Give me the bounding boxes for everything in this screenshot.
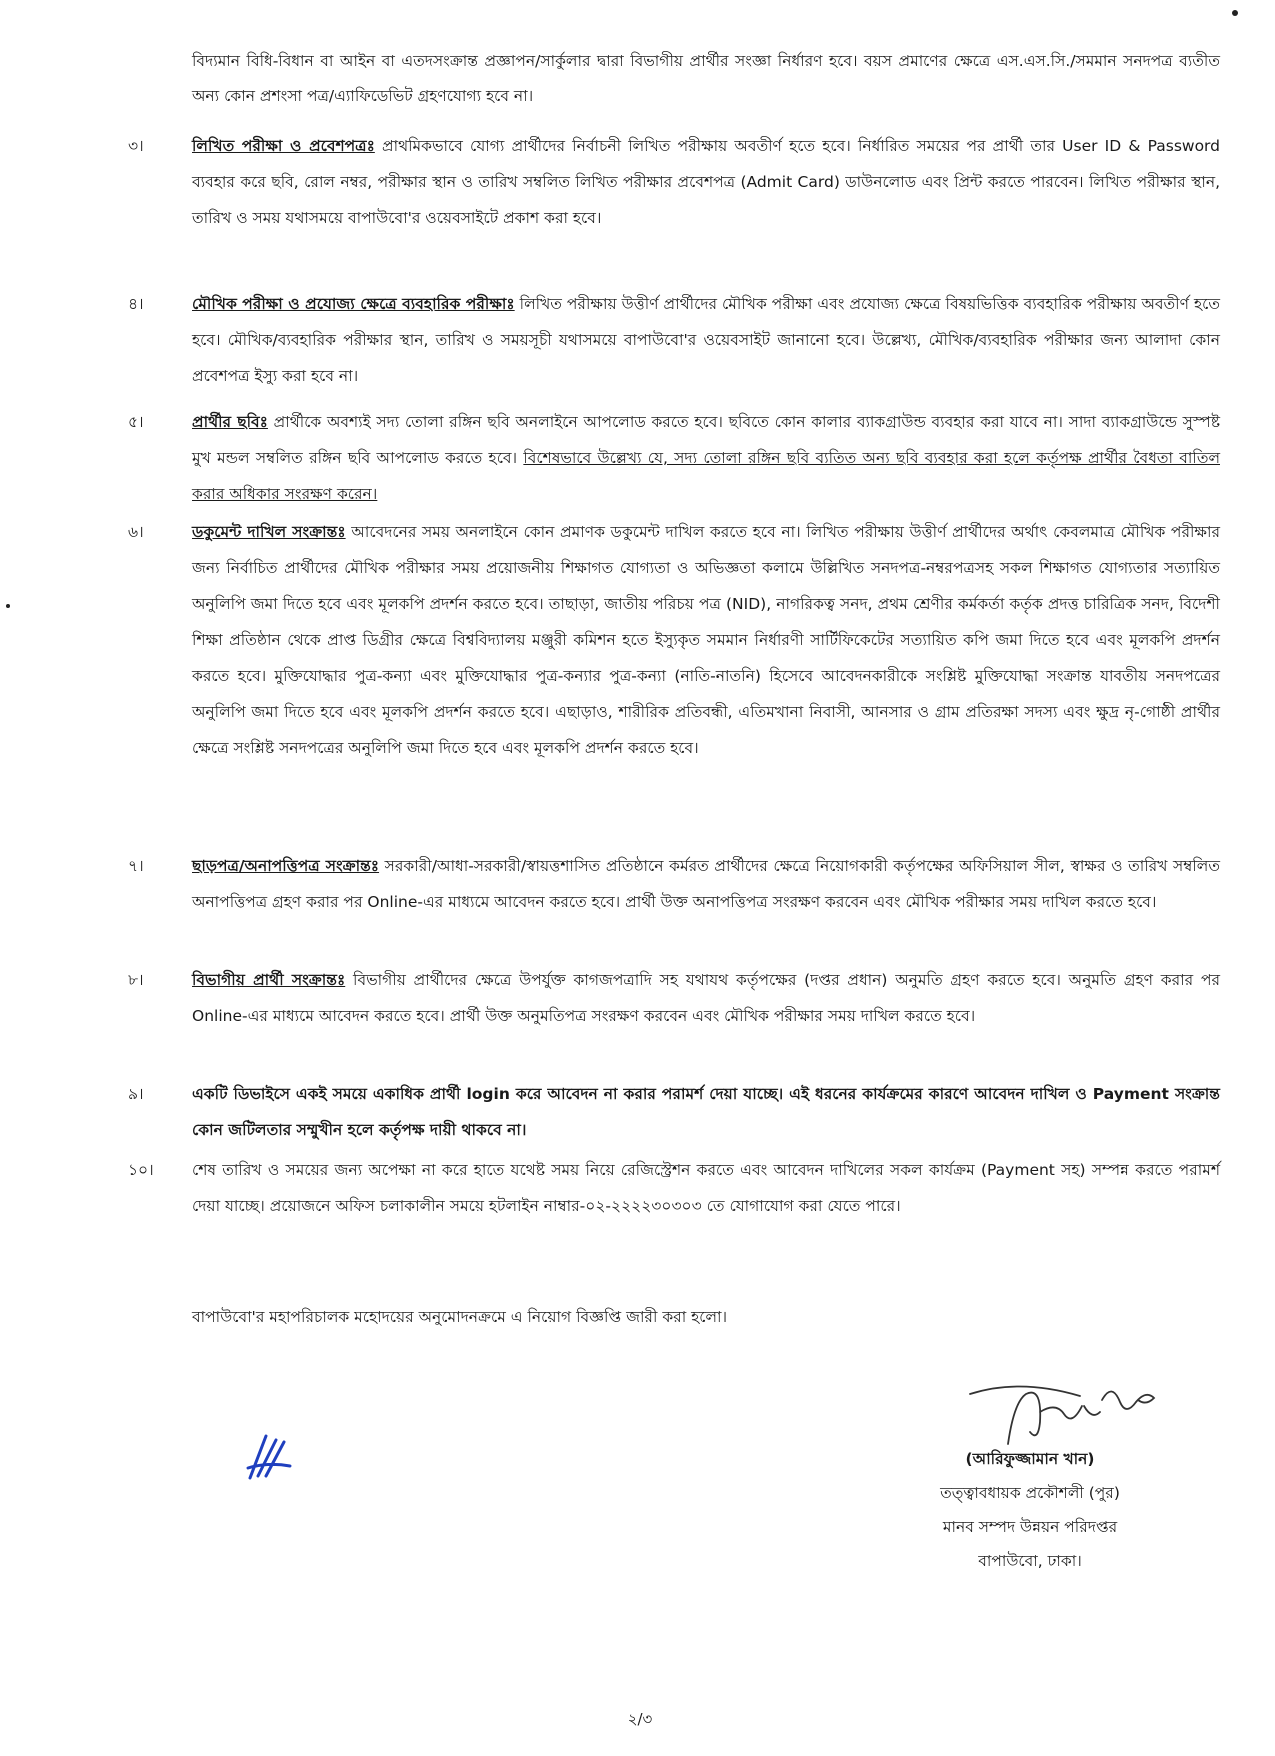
clause-heading: লিখিত পরীক্ষা ও প্রবেশপত্রঃ — [192, 137, 375, 155]
clause-body — [192, 848, 1220, 920]
clause-number: ১০। — [128, 1161, 154, 1179]
clause-viva-practical — [128, 286, 1220, 394]
scan-speck — [6, 604, 10, 608]
clause-body — [192, 286, 1220, 394]
clause-number: ৯। — [128, 1085, 144, 1103]
handwritten-signature — [960, 1372, 1160, 1452]
clause-written-exam — [128, 128, 1220, 236]
clause-heading: বিভাগীয় প্রার্থী সংক্রান্তঃ — [192, 971, 346, 989]
clause-body: শেষ তারিখ ও সময়ের জন্য অপেক্ষা না করে হাতে যথেষ্ট সময় নিয়ে রেজিস্ট্রেশন করতে এবং আবেদন দাখিলের সকল কার্যক্রম (Payment সহ) সম্পন্ন করতে পরামর্শ দেয়া যাচ্ছে। প্রয়োজনে অফিস চলাকালীন সময়ে হটলাইন নাম্বার-০২-২২২২৩০৩০৩ তে যোগাযোগ করা যেতে পারে। — [192, 1161, 1220, 1215]
clause-heading: প্রার্থীর ছবিঃ — [192, 413, 268, 431]
clause-text: প্রাথমিকভাবে যোগ্য প্রার্থীদের নির্বাচনী লিখিত পরীক্ষায় অবতীর্ণ হতে হবে। নির্ধারিত সময়ের পর প্রার্থী তার User ID & Password ব্যবহার করে ছবি, রোল নম্বর, পরীক্ষার স্থান ও তারিখ সম্বলিত লিখিত পরীক্ষার প্রবেশপত্র (Admit Card) ডাউনলোড এবং প্রিন্ট করতে পারবেন। লিখিত পরীক্ষার স্থান, তারিখ ও সময় যথাসময়ে বাপাউবো'র ওয়েবসাইটে প্রকাশ করা হবে। — [192, 137, 1220, 227]
signatory-name: (আরিফুজ্জামান খান) — [965, 1450, 1095, 1468]
intro-paragraph: বিদ্যমান বিধি-বিধান বা আইন বা এতদসংক্রান্ত প্রজ্ঞাপন/সার্কুলার দ্বারা বিভাগীয় প্রার্থীর সংজ্ঞা নির্ধারণ হবে। বয়স প্রমাণের ক্ষেত্রে এস.এস.সি./সমমান সনদপত্র ব্যতীত অন্য কোন প্রশংসা পত্র/এ্যাফিডেভিট গ্রহণযোগ্য হবে না। — [192, 52, 1220, 105]
clause-number: ৬। — [128, 523, 144, 541]
approval-statement: বাপাউবো'র মহাপরিচালক মহোদয়ের অনুমোদনক্রমে এ নিয়োগ বিজ্ঞপ্তি জারী করা হলো। — [192, 1308, 728, 1326]
clause-body — [192, 128, 1220, 236]
clause-documents — [128, 514, 1220, 766]
clause-number: ৭। — [128, 857, 144, 875]
clause-text: বিভাগীয় প্রার্থীদের ক্ষেত্রে উপর্যুক্ত কাগজপত্রাদি সহ যথাযথ কর্তৃপক্ষের (দপ্তর প্রধান) অনুমতি গ্রহণ করতে হবে। অনুমতি গ্রহণ করার পর Online-এর মাধ্যমে আবেদন করতে হবে। প্রার্থী উক্ত অনুমতিপত্র সংরক্ষণ করবেন এবং মৌখিক পরীক্ষার সময় দাখিল করতে হবে। — [192, 971, 1220, 1025]
clause-device-warning — [128, 1076, 1220, 1148]
scan-speck — [1232, 10, 1238, 16]
signatory-location: বাপাউবো, ঢাকা। — [978, 1552, 1082, 1570]
clause-body — [192, 962, 1220, 1034]
clause-underlined-note: বিশেষভাবে উল্লেখ্য যে, সদ্য তোলা রঙ্গিন ছবি ব্যতিত অন্য ছবি ব্যবহার করা হলে কর্তৃপক্ষ প্রার্থীর বৈধতা বাতিল করার অধিকার সংরক্ষণ করেন। — [192, 449, 1220, 503]
clause-number: ৮। — [128, 971, 144, 989]
clause-number: ৪। — [128, 295, 144, 313]
clause-heading: ডকুমেন্ট দাখিল সংক্রান্তঃ — [192, 523, 346, 541]
clause-body: একটি ডিভাইসে একই সময়ে একাধিক প্রার্থী login করে আবেদন না করার পরামর্শ দেয়া যাচ্ছে। এই ধরনের কার্যক্রমের কারণে আবেদন দাখিল ও Payment সংক্রান্ত কোন জটিলতার সম্মুখীন হলে কর্তৃপক্ষ দায়ী থাকবে না। — [192, 1085, 1220, 1139]
initials-mark — [246, 1432, 292, 1482]
clause-deadline-advice — [128, 1152, 1220, 1224]
clause-number: ৫। — [128, 413, 144, 431]
clause-text: আবেদনের সময় অনলাইনে কোন প্রমাণক ডকুমেন্ট দাখিল করতে হবে না। লিখিত পরীক্ষায় উত্তীর্ণ প্রার্থীদের অর্থাৎ কেবলমাত্র মৌখিক পরীক্ষার জন্য নির্বাচিত প্রার্থীদের মৌখিক পরীক্ষার সময় প্রয়োজনীয় শিক্ষাগত যোগ্যতা ও অভিজ্ঞতা কলামে উল্লিখিত সনদপত্র-নম্বরপত্রসহ সকল শিক্ষাগত যোগ্যতার সত্যায়িত অনুলিপি জমা দিতে হবে এবং মূলকপি প্রদর্শন করতে হবে। তাছাড়া, জাতীয় পরিচয় পত্র (NID), নাগরিকত্ব সনদ, প্রথম শ্রেণীর কর্মকর্তা কর্তৃক প্রদত্ত চারিত্রিক সনদ, বিদেশী শিক্ষা প্রতিষ্ঠান থেকে প্রাপ্ত ডিগ্রীর ক্ষেত্রে বিশ্ববিদ্যালয় মঞ্জুরী কমিশন হতে ইস্যুকৃত সমমান নির্ধারণী সার্টিফিকেটের সত্যায়িত কপি জমা দিতে হবে এবং মূলকপি প্রদর্শন করতে হবে। মুক্তিযোদ্ধার পুত্র-কন্যা এবং মুক্তিযোদ্ধার পুত্র-কন্যার পুত্র-কন্যা (নাতি-নাতনি) হিসেবে আবেদনকারীকে সংশ্লিষ্ট মুক্তিযোদ্ধা সংক্রান্ত যাবতীয় সনদপত্রের অনুলিপি জমা দিতে হবে এবং মূলকপি প্রদর্শন করতে হবে। এছাড়াও, শারীরিক প্রতিবন্ধী, এতিমখানা নিবাসী, আনসার ও গ্রাম প্রতিরক্ষা সদস্য এবং ক্ষুদ্র নৃ-গোষ্ঠী প্রার্থীর ক্ষেত্রে সংশ্লিষ্ট সনদপত্রের অনুলিপি জমা দিতে হবে এবং মূলকপি প্রদর্শন করতে হবে। — [192, 523, 1220, 757]
clause-body — [192, 404, 1220, 512]
clause-body — [192, 514, 1220, 766]
clause-number: ৩। — [128, 137, 144, 155]
clause-heading: মৌখিক পরীক্ষা ও প্রযোজ্য ক্ষেত্রে ব্যবহারিক পরীক্ষাঃ — [192, 295, 515, 313]
clause-heading: ছাড়পত্র/অনাপত্তিপত্র সংক্রান্তঃ — [192, 857, 380, 875]
clause-noc — [128, 848, 1220, 920]
clause-text: প্রার্থীকে অবশ্যই সদ্য তোলা রঙ্গিন ছবি অনলাইনে আপলোড করতে হবে। ছবিতে কোন কালার ব্যাকগ্রাউন্ড ব্যবহার করা যাবে না। সাদা ব্যাকগ্রাউন্ডে সুস্পষ্ট মুখ মন্ডল সম্বলিত রঙ্গিন ছবি আপলোড করতে হবে। — [192, 413, 1220, 467]
clause-photo — [128, 404, 1220, 512]
signature-block — [880, 1442, 1180, 1578]
page-number: ২/৩ — [627, 1710, 653, 1728]
clause-text: সরকারী/আধা-সরকারী/স্বায়ত্তশাসিত প্রতিষ্ঠানে কর্মরত প্রার্থীদের ক্ষেত্রে নিয়োগকারী কর্তৃপক্ষের অফিসিয়াল সীল, স্বাক্ষর ও তারিখ সম্বলিত অনাপত্তিপত্র গ্রহণ করার পর Online-এর মাধ্যমে আবেদন করতে হবে। প্রার্থী উক্ত অনাপত্তিপত্র সংরক্ষণ করবেন এবং মৌখিক পরীক্ষার সময় দাখিল করতে হবে। — [192, 857, 1220, 911]
signatory-office: মানব সম্পদ উন্নয়ন পরিদপ্তর — [942, 1518, 1118, 1536]
signatory-designation: তত্ত্বাবধায়ক প্রকৌশলী (পুর) — [940, 1484, 1120, 1502]
clause-departmental — [128, 962, 1220, 1034]
clause-text: লিখিত পরীক্ষায় উত্তীর্ণ প্রার্থীদের মৌখিক পরীক্ষা এবং প্রযোজ্য ক্ষেত্রে বিষয়ভিত্তিক ব্যবহারিক পরীক্ষায় অবতীর্ণ হতে হবে। মৌখিক/ব্যবহারিক পরীক্ষার স্থান, তারিখ ও সময়সূচী যথাসময়ে বাপাউবো'র ওয়েবসাইট জানানো হবে। উল্লেখ্য, মৌখিক/ব্যবহারিক পরীক্ষার জন্য আলাদা কোন প্রবেশপত্র ইস্যু করা হবে না। — [192, 295, 1220, 385]
